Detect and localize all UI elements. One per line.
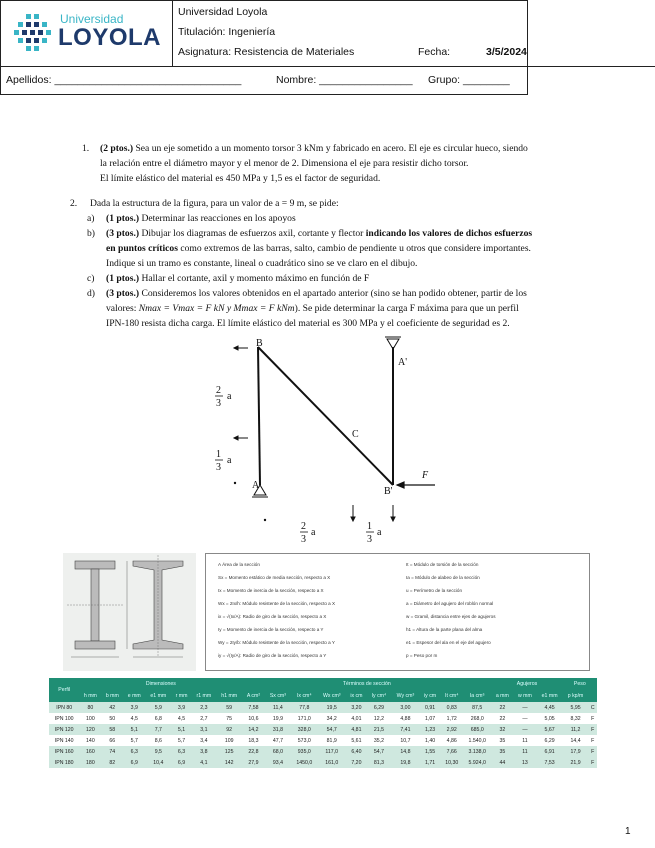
table-unit-header: Ix cm⁴ xyxy=(291,690,317,702)
bar-BBp xyxy=(258,347,393,485)
table-cell: 3,20 xyxy=(346,702,367,713)
table-cell: 5,61 xyxy=(346,735,367,746)
q2b-line2 xyxy=(106,241,531,256)
table-cell: 3.138,0 xyxy=(463,746,491,757)
table-group-header-row xyxy=(49,678,597,690)
q2b-points: (3 ptos.) xyxy=(106,228,140,239)
legend-item: Ix = Momento de inercia de la sección, respecto a X xyxy=(218,588,324,593)
table-unit-header: h1 mm xyxy=(216,690,242,702)
table-cell: 35 xyxy=(491,746,513,757)
label-Ap: A' xyxy=(398,357,408,368)
degree: Titulación: Ingeniería xyxy=(178,26,276,38)
table-cell: 5,7 xyxy=(123,735,145,746)
label-F: F xyxy=(422,470,429,481)
group-field[interactable]: Grupo: ________ xyxy=(428,74,510,86)
table-cell: 10,6 xyxy=(242,713,264,724)
table-group-header: Términos de sección xyxy=(242,678,491,690)
table-cell: 328,0 xyxy=(291,724,317,735)
bar-AB xyxy=(258,347,260,485)
table-cell: 100 xyxy=(79,713,101,724)
table-cell: 6,8 xyxy=(145,713,171,724)
table-cell: 1,72 xyxy=(440,713,463,724)
frac23-v-a: a xyxy=(227,391,232,402)
table-cell: F xyxy=(588,735,597,746)
table-cell: IPN 160 xyxy=(49,746,79,757)
header-info xyxy=(172,0,655,66)
table-cell: IPN 80 xyxy=(49,702,79,713)
table-cell: 21,9 xyxy=(563,757,589,768)
q2d-line2 xyxy=(106,301,519,316)
table-cell: 10,4 xyxy=(145,757,171,768)
frac13-v-num: 1 xyxy=(216,449,221,460)
frac23-v-den: 3 xyxy=(216,398,221,409)
table-cell: 117,0 xyxy=(317,746,346,757)
table-cell: 11,2 xyxy=(563,724,589,735)
table-unit-header: Wy cm³ xyxy=(391,690,420,702)
q2c-text: Hallar el cortante, axil y momento máximo en función de F xyxy=(139,273,370,284)
table-cell: 9,5 xyxy=(145,746,171,757)
table-cell: 77,8 xyxy=(291,702,317,713)
q1-line1 xyxy=(100,141,528,156)
legend-item: w = Gramil, distancia entre ejes de agujeros xyxy=(406,614,496,619)
table-cell: 92 xyxy=(216,724,242,735)
table-cell: 42 xyxy=(101,702,123,713)
label-B: B xyxy=(256,338,263,349)
table-cell: 4,86 xyxy=(440,735,463,746)
table-cell: 47,7 xyxy=(265,735,292,746)
table-cell: F xyxy=(588,724,597,735)
table-cell: 140 xyxy=(79,735,101,746)
table-cell: 58 xyxy=(101,724,123,735)
frac13-v-a: a xyxy=(227,455,232,466)
table-cell: 14,8 xyxy=(391,746,420,757)
table-cell: 7,41 xyxy=(391,724,420,735)
table-cell: 50 xyxy=(101,713,123,724)
table-cell: 3,00 xyxy=(391,702,420,713)
table-cell: 5.924,0 xyxy=(463,757,491,768)
table-cell: 27,9 xyxy=(242,757,264,768)
table-cell: 5,1 xyxy=(171,724,191,735)
date-value: 3/5/2024 xyxy=(486,46,527,58)
section-legend xyxy=(205,553,590,671)
q2b-line3: Indique si un tramo es constante, lineal o cuadrático sino se ve claro en el dibujo. xyxy=(106,258,418,269)
table-cell: 22 xyxy=(491,713,513,724)
table-cell: — xyxy=(513,713,536,724)
table-cell: 22,8 xyxy=(242,746,264,757)
table-cell: 87,5 xyxy=(463,702,491,713)
table-cell: 4,45 xyxy=(537,702,563,713)
q2d-line3: IPN-180 resista dicha carga. El límite elástico del material es 300 MPa y el coeficiente de seguridad es 2. xyxy=(106,318,510,329)
table-unit-header: ix cm xyxy=(346,690,367,702)
table-unit-header: b mm xyxy=(101,690,123,702)
table-cell: 6,40 xyxy=(346,746,367,757)
frac13-h-den: 3 xyxy=(367,534,372,545)
legend-item: Iy = Momento de inercia de la sección, respecto a Y xyxy=(218,627,324,632)
table-cell: F xyxy=(588,757,597,768)
table-cell: 6,91 xyxy=(537,746,563,757)
table-cell: 32 xyxy=(491,724,513,735)
ipn-properties-table xyxy=(49,678,597,768)
table-group-header: Perfil xyxy=(49,678,79,702)
load-F-arrow-icon xyxy=(397,482,435,488)
table-cell: 180 xyxy=(79,757,101,768)
frac23-h-den: 3 xyxy=(301,534,306,545)
table-cell: 81,3 xyxy=(367,757,391,768)
q2b-line1 xyxy=(106,226,532,241)
table-group-header: Dimensiones xyxy=(79,678,242,690)
q2a-line xyxy=(106,211,296,226)
label-Bp: B' xyxy=(384,486,393,497)
q2d-points: (3 ptos.) xyxy=(106,288,140,299)
table-cell: 66 xyxy=(101,735,123,746)
table-cell: 75 xyxy=(216,713,242,724)
loyola-logo-icon xyxy=(12,12,54,54)
table-group-header: Peso xyxy=(563,678,597,690)
table-cell: 5,95 xyxy=(563,702,589,713)
table-cell: 74 xyxy=(101,746,123,757)
q2d-text2a: valores: xyxy=(106,303,139,314)
table-cell: 935,0 xyxy=(291,746,317,757)
table-cell: 31,8 xyxy=(265,724,292,735)
table-unit-header: It cm⁴ xyxy=(440,690,463,702)
table-cell: 54,7 xyxy=(367,746,391,757)
table-cell: 268,0 xyxy=(463,713,491,724)
table-cell: 93,4 xyxy=(265,757,292,768)
table-cell: 1,55 xyxy=(420,746,441,757)
table-cell: 3,8 xyxy=(192,746,216,757)
table-cell: 125 xyxy=(216,746,242,757)
subject: Asignatura: Resistencia de Materiales xyxy=(178,46,355,58)
legend-item: h1 = Altura de la parte plana del alma xyxy=(406,627,483,632)
table-cell: 35,2 xyxy=(367,735,391,746)
table-unit-header: Iy cm⁴ xyxy=(367,690,391,702)
q1-number: 1. xyxy=(82,143,90,154)
q2a-label: a) xyxy=(87,213,95,224)
surname-field[interactable]: Apellidos: ________________________________ xyxy=(6,74,242,86)
table-row xyxy=(49,735,597,746)
table-cell: F xyxy=(588,746,597,757)
q2b-text1: Dibujar los diagramas de esfuerzos axil, cortante y flector xyxy=(139,228,366,239)
logo-cell xyxy=(0,0,173,66)
frac23-v-num: 2 xyxy=(216,385,221,396)
table-cell: 54,7 xyxy=(317,724,346,735)
table-unit-header: e mm xyxy=(123,690,145,702)
table-unit-header: Sx cm³ xyxy=(265,690,292,702)
table-cell: 81,9 xyxy=(317,735,346,746)
structure-diagram xyxy=(200,335,460,550)
student-fields-row xyxy=(0,66,655,95)
table-row xyxy=(49,702,597,713)
legend-item: p = Peso por m xyxy=(406,653,438,658)
q2c-line xyxy=(106,271,369,286)
table-row xyxy=(49,757,597,768)
table-cell: 4,5 xyxy=(123,713,145,724)
legend-item: e1 = Espesor del ala en el eje del agujero xyxy=(406,640,491,645)
q2b-text2: como extremos de las barras, salto, cambio de pendiente u otros que considere importantes. xyxy=(177,243,531,254)
q1-line3: El límite elástico del material es 450 MPa y 1,5 es el factor de seguridad. xyxy=(100,173,381,184)
table-cell: IPN 100 xyxy=(49,713,79,724)
table-cell: 120 xyxy=(79,724,101,735)
table-cell: 3,1 xyxy=(192,724,216,735)
table-cell: 10,7 xyxy=(391,735,420,746)
frac23-h-num: 2 xyxy=(301,521,306,532)
legend-item: iy = √(Iy/A): Radio de giro de la sección, respecto a Y xyxy=(218,653,327,658)
table-cell: 22 xyxy=(491,702,513,713)
label-C: C xyxy=(352,429,359,440)
table-unit-header: Ia cm⁶ xyxy=(463,690,491,702)
table-group-header: Agujeros xyxy=(491,678,562,690)
table-cell: 11,4 xyxy=(265,702,292,713)
table-row xyxy=(49,746,597,757)
table-cell: 4,81 xyxy=(346,724,367,735)
q2d-line1 xyxy=(106,286,527,301)
table-cell: 59 xyxy=(216,702,242,713)
frac13-v-den: 3 xyxy=(216,462,221,473)
q2d-formula: Nmax = Vmax = F kN y Mmax = F kNm xyxy=(138,303,295,314)
table-cell: 685,0 xyxy=(463,724,491,735)
table-unit-header: p kp/m xyxy=(563,690,589,702)
table-cell: 11 xyxy=(513,746,536,757)
table-cell: 18,3 xyxy=(242,735,264,746)
table-cell: 6,29 xyxy=(537,735,563,746)
table-unit-header: e1 mm xyxy=(145,690,171,702)
legend-item: Ia = Módulo de alabeo de la sección xyxy=(406,575,480,580)
table-cell: — xyxy=(513,702,536,713)
table-cell: 44 xyxy=(491,757,513,768)
q1-text: Sea un eje sometido a un momento torsor 3 kNm y fabricado en acero. El eje es circular hueco, siendo xyxy=(133,143,528,154)
table-unit-header: e1 mm xyxy=(537,690,563,702)
table-cell: 19,5 xyxy=(317,702,346,713)
table-cell: 34,2 xyxy=(317,713,346,724)
table-cell: 160 xyxy=(79,746,101,757)
table-cell: 2,7 xyxy=(192,713,216,724)
name-field[interactable]: Nombre: ________________ xyxy=(276,74,413,86)
table-cell: 109 xyxy=(216,735,242,746)
q2-number: 2. xyxy=(70,198,78,209)
q2b-bold2: en puntos críticos xyxy=(106,243,178,254)
q2d-text2b: ). Se pide determinar la carga F máxima para que un perfil xyxy=(294,303,519,314)
q2b-label: b) xyxy=(87,228,95,239)
table-cell: IPN 180 xyxy=(49,757,79,768)
table-cell: 8,32 xyxy=(563,713,589,724)
table-cell: 3,4 xyxy=(192,735,216,746)
table-cell: 82 xyxy=(101,757,123,768)
logo-text-top: Universidad xyxy=(60,12,124,26)
table-unit-header: r mm xyxy=(171,690,191,702)
table-cell: 4,5 xyxy=(171,713,191,724)
frac13-h-a: a xyxy=(377,527,382,538)
table-cell: 11 xyxy=(513,735,536,746)
q2d-label: d) xyxy=(87,288,95,299)
table-unit-header: Wx cm³ xyxy=(317,690,346,702)
table-cell: — xyxy=(513,724,536,735)
table-cell: 3,9 xyxy=(123,702,145,713)
table-cell: IPN 120 xyxy=(49,724,79,735)
table-cell: F xyxy=(588,713,597,724)
table-unit-header: w mm xyxy=(513,690,536,702)
table-cell: 1,40 xyxy=(420,735,441,746)
legend-item: A Área de la sección xyxy=(218,562,260,567)
q1-line2: la relación entre el diámetro mayor y el menor de 2. Dimensiona el eje para resistir dicho torsor. xyxy=(100,158,469,169)
table-cell: 4,01 xyxy=(346,713,367,724)
legend-item: u = Perímetro de la sección xyxy=(406,588,463,593)
table-unit-header: iy cm xyxy=(420,690,441,702)
table-cell: 17,9 xyxy=(563,746,589,757)
table-cell: 7,66 xyxy=(440,746,463,757)
table-cell: 13 xyxy=(513,757,536,768)
table-cell: 21,5 xyxy=(367,724,391,735)
table-cell: 7,53 xyxy=(537,757,563,768)
table-cell: 14,4 xyxy=(563,735,589,746)
table-cell: 5,1 xyxy=(123,724,145,735)
table-cell: 4,1 xyxy=(192,757,216,768)
table-cell: 0,91 xyxy=(420,702,441,713)
legend-item: Sx = Momento estático de media sección, respecto a X xyxy=(218,575,331,580)
legend-item: It = Módulo de torsión de la sección xyxy=(406,562,479,567)
table-cell: 5,9 xyxy=(145,702,171,713)
exam-header xyxy=(0,0,528,95)
table-cell: 4,88 xyxy=(391,713,420,724)
table-unit-header: a mm xyxy=(491,690,513,702)
q2a-points: (1 ptos.) xyxy=(106,213,140,224)
university-name: Universidad Loyola xyxy=(178,6,268,18)
table-cell: 573,0 xyxy=(291,735,317,746)
date-label: Fecha: xyxy=(418,46,451,58)
table-cell: 7,58 xyxy=(242,702,264,713)
q2b-bold1: indicando los valores de dichos esfuerzos xyxy=(365,228,533,239)
table-cell: 171,0 xyxy=(291,713,317,724)
table-cell: 161,0 xyxy=(317,757,346,768)
table-cell: 2,92 xyxy=(440,724,463,735)
table-row xyxy=(49,713,597,724)
table-cell: 6,9 xyxy=(171,757,191,768)
table-cell: 68,0 xyxy=(265,746,292,757)
table-cell: 6,3 xyxy=(171,746,191,757)
q2c-label: c) xyxy=(87,273,95,284)
table-cell: C xyxy=(588,702,597,713)
q2d-text1: Consideremos los valores obtenidos en el apartado anterior (sino se han podido obtener, partir de los xyxy=(139,288,527,299)
table-cell: 5,67 xyxy=(537,724,563,735)
table-cell: 1,07 xyxy=(420,713,441,724)
table-cell: 5,7 xyxy=(171,735,191,746)
logo-text-bottom: LOYOLA xyxy=(58,24,161,51)
legend-item: Wx = 2Ix/h: Módulo resistente de la sección, respecto a X xyxy=(218,601,336,606)
table-cell: 8,6 xyxy=(145,735,171,746)
q1-points: (2 ptos.) xyxy=(100,143,134,154)
table-cell: 0,83 xyxy=(440,702,463,713)
table-units-row xyxy=(49,690,597,702)
table-cell: 3,9 xyxy=(171,702,191,713)
table-cell: 6,29 xyxy=(367,702,391,713)
table-cell: 1.540,0 xyxy=(463,735,491,746)
table-cell: 5,05 xyxy=(537,713,563,724)
table-cell: 142 xyxy=(216,757,242,768)
table-cell: 1,71 xyxy=(420,757,441,768)
table-cell: 80 xyxy=(79,702,101,713)
table-cell: 10,30 xyxy=(440,757,463,768)
legend-item: ix = √(Ix/A): Radio de giro de la sección, respecto a X xyxy=(218,614,327,619)
ipn-section-figure xyxy=(63,553,196,671)
table-cell: 19,8 xyxy=(391,757,420,768)
q2-intro: Dada la estructura de la figura, para un valor de a = 9 m, se pide: xyxy=(90,198,339,209)
table-cell: 12,2 xyxy=(367,713,391,724)
legend-item: Wy = 2Iy/b: Módulo resistente de la sección, respecto a Y xyxy=(218,640,335,645)
table-unit-header xyxy=(588,690,597,702)
table-cell: 2,3 xyxy=(192,702,216,713)
table-cell: 7,20 xyxy=(346,757,367,768)
table-unit-header: h mm xyxy=(79,690,101,702)
table-cell: 6,3 xyxy=(123,746,145,757)
table-cell: 7,7 xyxy=(145,724,171,735)
table-cell: 14,2 xyxy=(242,724,264,735)
q2a-text: Determinar las reacciones en los apoyos xyxy=(139,213,296,224)
legend-item: a = Diámetro del agujero del roblón normal xyxy=(406,601,494,606)
label-A: A xyxy=(252,480,260,491)
table-cell: IPN 140 xyxy=(49,735,79,746)
frac13-h-num: 1 xyxy=(367,521,372,532)
table-unit-header: A cm² xyxy=(242,690,264,702)
frac23-h-a: a xyxy=(311,527,316,538)
table-cell: 19,9 xyxy=(265,713,292,724)
table-row xyxy=(49,724,597,735)
table-cell: 6,9 xyxy=(123,757,145,768)
page-number: 1 xyxy=(625,826,631,837)
table-unit-header: r1 mm xyxy=(192,690,216,702)
table-cell: 35 xyxy=(491,735,513,746)
q2c-points: (1 ptos.) xyxy=(106,273,140,284)
table-cell: 1,23 xyxy=(420,724,441,735)
table-cell: 1450,0 xyxy=(291,757,317,768)
